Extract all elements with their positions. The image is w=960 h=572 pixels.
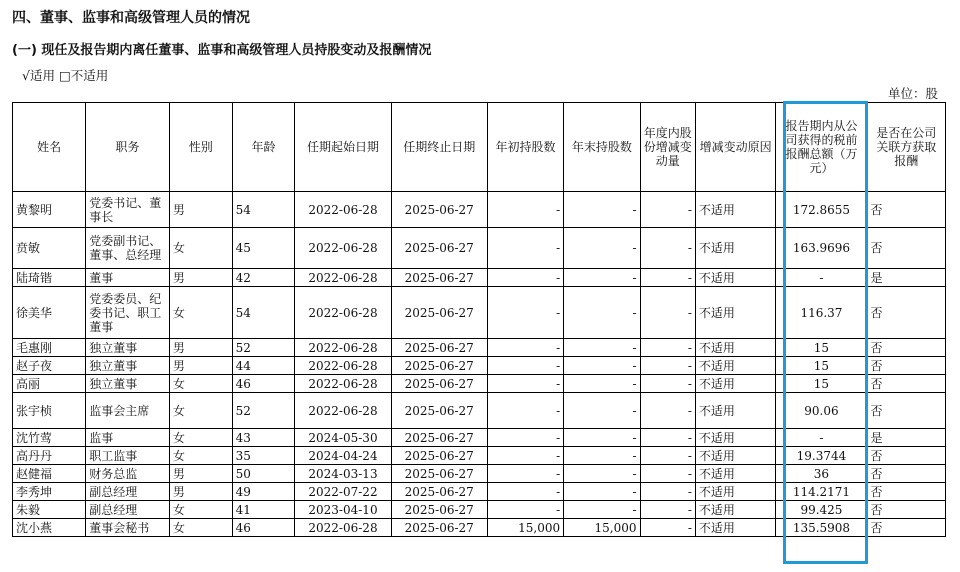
cell-related: 否 [867,447,946,465]
cell-start: 2023-04-10 [295,501,391,519]
cell-role: 党委委员、纪委书记、职工董事 [86,287,170,339]
cell-related: 否 [867,192,946,228]
cell-endhold: - [564,287,640,339]
cell-start: 2022-06-28 [295,339,391,357]
cell-start: 2024-05-30 [295,429,391,447]
cell-age: 46 [232,375,295,393]
unit-label: 单位：股 [887,86,938,101]
cell-end: 2025-06-27 [391,375,487,393]
cell-role: 董事会秘书 [86,519,170,537]
cell-endhold: - [564,228,640,269]
header-cell: 任期终止日期 [391,103,487,192]
table-row [13,192,946,228]
management-table [12,102,946,537]
cell-related: 否 [867,228,946,269]
cell-endhold: - [564,429,640,447]
cell-endhold: 15,000 [564,519,640,537]
cell-age: 35 [232,447,295,465]
cell-end: 2025-06-27 [391,447,487,465]
header-cell: 姓名 [13,103,86,192]
cell-change: - [640,339,695,357]
cell-endhold: - [564,447,640,465]
header-cell: 年初持股数 [487,103,563,192]
cell-change: - [640,287,695,339]
cell-role: 监事 [86,429,170,447]
applicability-options: √适用 □不适用 [22,68,109,83]
cell-pay: 116.37 [776,287,867,339]
cell-gender: 女 [169,287,232,339]
cell-end: 2025-06-27 [391,339,487,357]
table-row [13,375,946,393]
cell-related: 是 [867,429,946,447]
cell-gender: 男 [169,192,232,228]
cell-start: 2022-06-28 [295,269,391,287]
cell-pay: 114.2171 [776,483,867,501]
cell-age: 46 [232,519,295,537]
cell-end: 2025-06-27 [391,393,487,429]
cell-pay: 19.3744 [776,447,867,465]
cell-begin: - [487,357,563,375]
cell-name: 张宇桢 [13,393,86,429]
table-row [13,287,946,339]
cell-role: 党委书记、董事长 [86,192,170,228]
cell-begin: - [487,339,563,357]
cell-start: 2022-06-28 [295,393,391,429]
cell-related: 否 [867,375,946,393]
cell-name: 黄黎明 [13,192,86,228]
cell-related: 否 [867,483,946,501]
cell-end: 2025-06-27 [391,483,487,501]
cell-role: 财务总监 [86,465,170,483]
cell-pay: 99.425 [776,501,867,519]
cell-age: 52 [232,339,295,357]
cell-pay: - [776,429,867,447]
cell-end: 2025-06-27 [391,429,487,447]
cell-start: 2022-06-28 [295,375,391,393]
table-row [13,269,946,287]
cell-end: 2025-06-27 [391,501,487,519]
header-cell: 职务 [86,103,170,192]
cell-role: 副总经理 [86,483,170,501]
header-cell: 报告期内从公司获得的税前报酬总额（万元） [776,103,867,192]
cell-reason: 不适用 [695,228,776,269]
cell-change: - [640,483,695,501]
cell-begin: - [487,465,563,483]
cell-begin: - [487,447,563,465]
cell-begin: - [487,192,563,228]
header-cell: 性别 [169,103,232,192]
cell-name: 赵健福 [13,465,86,483]
cell-name: 李秀坤 [13,483,86,501]
cell-start: 2022-06-28 [295,228,391,269]
cell-change: - [640,519,695,537]
cell-reason: 不适用 [695,375,776,393]
header-cell: 任期起始日期 [295,103,391,192]
cell-endhold: - [564,501,640,519]
cell-begin: - [487,228,563,269]
cell-gender: 女 [169,429,232,447]
cell-gender: 女 [169,393,232,429]
cell-endhold: - [564,192,640,228]
cell-gender: 女 [169,375,232,393]
table-row [13,519,946,537]
cell-name: 沈小燕 [13,519,86,537]
cell-pay: 15 [776,357,867,375]
cell-name: 高丹丹 [13,447,86,465]
cell-gender: 男 [169,465,232,483]
cell-end: 2025-06-27 [391,228,487,269]
cell-begin: - [487,393,563,429]
cell-related: 否 [867,393,946,429]
cell-pay: 36 [776,465,867,483]
cell-change: - [640,429,695,447]
cell-reason: 不适用 [695,357,776,375]
cell-endhold: - [564,339,640,357]
cell-endhold: - [564,483,640,501]
cell-gender: 女 [169,501,232,519]
subsection-title: (一) 现任及报告期内离任董事、监事和高级管理人员持股变动及报酬情况 [12,43,432,58]
cell-gender: 女 [169,228,232,269]
table-row [13,357,946,375]
cell-change: - [640,269,695,287]
table-row [13,465,946,483]
cell-role: 监事会主席 [86,393,170,429]
cell-start: 2022-06-28 [295,519,391,537]
cell-reason: 不适用 [695,447,776,465]
cell-age: 43 [232,429,295,447]
cell-age: 41 [232,501,295,519]
cell-reason: 不适用 [695,339,776,357]
cell-role: 独立董事 [86,339,170,357]
table-row [13,483,946,501]
cell-related: 否 [867,501,946,519]
cell-role: 职工监事 [86,447,170,465]
cell-start: 2024-04-24 [295,447,391,465]
cell-start: 2024-03-13 [295,465,391,483]
cell-related: 否 [867,465,946,483]
cell-name: 朱毅 [13,501,86,519]
cell-reason: 不适用 [695,501,776,519]
cell-pay: 163.9696 [776,228,867,269]
table-row [13,447,946,465]
cell-endhold: - [564,375,640,393]
cell-reason: 不适用 [695,519,776,537]
cell-change: - [640,393,695,429]
header-cell: 增减变动原因 [695,103,776,192]
cell-name: 沈竹莺 [13,429,86,447]
cell-end: 2025-06-27 [391,357,487,375]
header-cell: 年龄 [232,103,295,192]
cell-age: 44 [232,357,295,375]
cell-start: 2022-06-28 [295,357,391,375]
cell-end: 2025-06-27 [391,465,487,483]
cell-gender: 女 [169,519,232,537]
cell-reason: 不适用 [695,465,776,483]
cell-end: 2025-06-27 [391,269,487,287]
cell-pay: 15 [776,339,867,357]
cell-age: 54 [232,287,295,339]
cell-gender: 女 [169,447,232,465]
table-row [13,339,946,357]
cell-pay: - [776,269,867,287]
table-row [13,228,946,269]
cell-pay: 135.5908 [776,519,867,537]
cell-age: 49 [232,483,295,501]
cell-change: - [640,465,695,483]
cell-pay: 15 [776,375,867,393]
cell-change: - [640,228,695,269]
cell-name: 毛惠刚 [13,339,86,357]
cell-age: 42 [232,269,295,287]
cell-name: 贲敏 [13,228,86,269]
cell-gender: 男 [169,269,232,287]
cell-age: 45 [232,228,295,269]
cell-begin: - [487,269,563,287]
table-row [13,393,946,429]
cell-related: 否 [867,339,946,357]
cell-begin: - [487,287,563,339]
cell-endhold: - [564,465,640,483]
cell-reason: 不适用 [695,483,776,501]
cell-related: 是 [867,269,946,287]
cell-role: 副总经理 [86,501,170,519]
table-row [13,429,946,447]
cell-role: 党委副书记、董事、总经理 [86,228,170,269]
table-row [13,501,946,519]
cell-age: 54 [232,192,295,228]
cell-age: 50 [232,465,295,483]
section-title: 四、董事、监事和高级管理人员的情况 [12,10,250,26]
table-header-row [13,103,946,192]
cell-change: - [640,447,695,465]
cell-name: 高丽 [13,375,86,393]
cell-endhold: - [564,393,640,429]
cell-change: - [640,375,695,393]
cell-related: 否 [867,287,946,339]
cell-begin: 15,000 [487,519,563,537]
cell-name: 赵子夜 [13,357,86,375]
cell-start: 2022-06-28 [295,287,391,339]
cell-gender: 男 [169,339,232,357]
cell-reason: 不适用 [695,429,776,447]
cell-begin: - [487,429,563,447]
cell-start: 2022-07-22 [295,483,391,501]
header-cell: 年末持股数 [564,103,640,192]
cell-gender: 男 [169,357,232,375]
cell-reason: 不适用 [695,287,776,339]
cell-reason: 不适用 [695,393,776,429]
cell-begin: - [487,483,563,501]
cell-end: 2025-06-27 [391,287,487,339]
cell-start: 2022-06-28 [295,192,391,228]
cell-role: 董事 [86,269,170,287]
cell-reason: 不适用 [695,192,776,228]
cell-name: 徐美华 [13,287,86,339]
cell-pay: 172.8655 [776,192,867,228]
cell-reason: 不适用 [695,269,776,287]
cell-endhold: - [564,357,640,375]
cell-change: - [640,192,695,228]
cell-change: - [640,501,695,519]
cell-end: 2025-06-27 [391,519,487,537]
table-body [13,192,946,537]
cell-end: 2025-06-27 [391,192,487,228]
cell-role: 独立董事 [86,357,170,375]
cell-pay: 90.06 [776,393,867,429]
cell-age: 52 [232,393,295,429]
cell-related: 否 [867,357,946,375]
header-cell: 年度内股份增减变动量 [640,103,695,192]
cell-begin: - [487,375,563,393]
cell-begin: - [487,501,563,519]
cell-change: - [640,357,695,375]
cell-role: 独立董事 [86,375,170,393]
cell-related: 否 [867,519,946,537]
cell-name: 陆琦锴 [13,269,86,287]
cell-gender: 男 [169,483,232,501]
cell-endhold: - [564,269,640,287]
header-cell: 是否在公司关联方获取报酬 [867,103,946,192]
